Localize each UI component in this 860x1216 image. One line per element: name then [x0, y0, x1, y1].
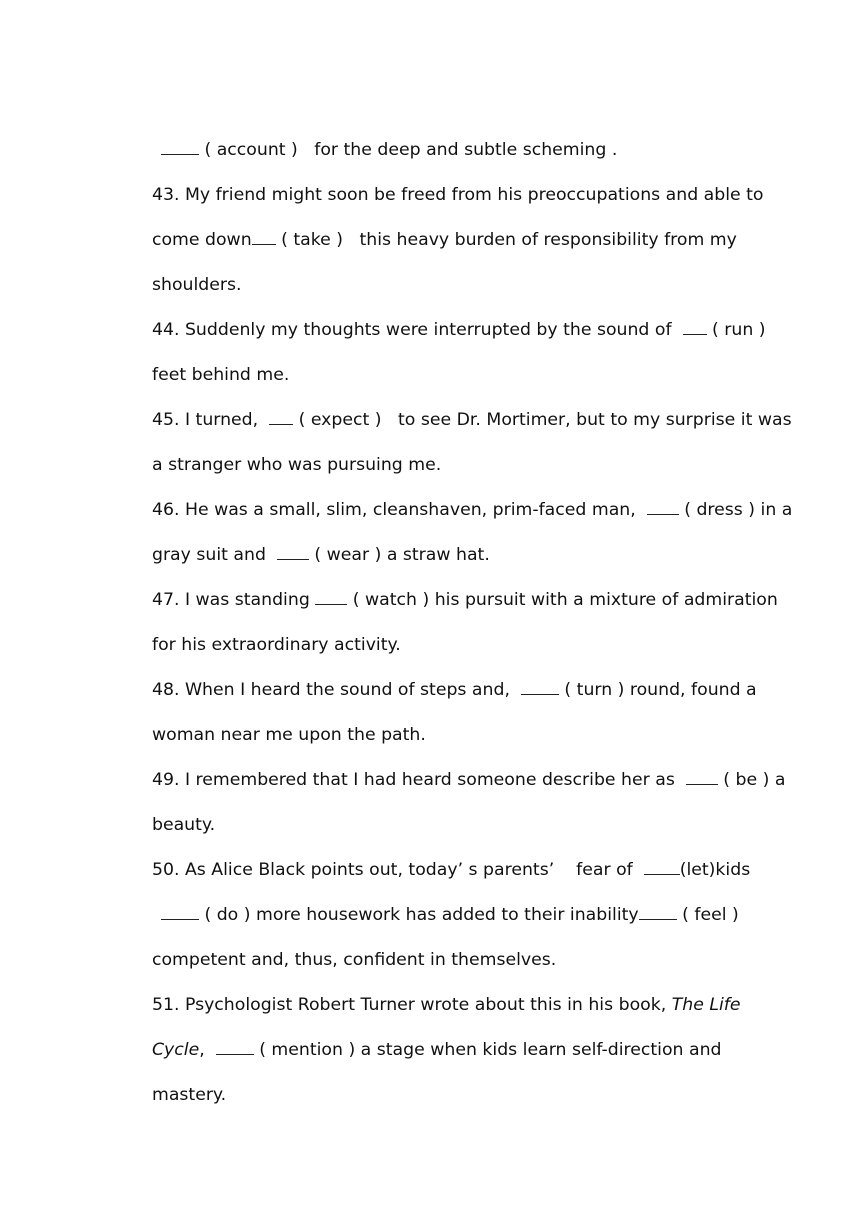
answer-blank[interactable] [161, 903, 199, 920]
line-text: for his extraordinary activity. [151, 635, 401, 655]
line-text: 50. As Alice Black points out, today’ s parents’ fear of [151, 860, 644, 880]
line-text: gray suit and [151, 545, 277, 565]
line-text: ( be ) a [717, 770, 786, 790]
line-text: woman near me upon the path. [151, 725, 426, 745]
book-title: The Life [671, 995, 741, 1015]
line-text: ( mention ) a stage when kids learn self-direction and [253, 1040, 722, 1060]
line-text: 51. Psychologist Robert Turner wrote about this in his book, [151, 995, 672, 1015]
line-text: 47. I was standing [151, 590, 316, 610]
line-text: ( wear ) a straw hat. [308, 545, 490, 565]
answer-blank[interactable] [647, 498, 679, 515]
line-text: ( run ) [706, 320, 766, 340]
line-text: ( watch ) his pursuit with a mixture of admiration [347, 590, 778, 610]
line-text: 44. Suddenly my thoughts were interrupted by the sound of [151, 320, 683, 340]
answer-blank[interactable] [521, 678, 559, 695]
line-text: ( expect ) to see Dr. Mortimer, but to my surprise it was [293, 410, 792, 430]
answer-blank[interactable] [315, 588, 347, 605]
line-text: a stranger who was pursuing me. [151, 455, 442, 475]
line-text: competent and, thus, confident in themselves. [151, 950, 557, 970]
line-text: 45. I turned, [151, 410, 270, 430]
line-text: shoulders. [151, 275, 242, 295]
line-text: beauty. [151, 815, 216, 835]
line-text: mastery. [151, 1085, 227, 1105]
answer-blank[interactable] [686, 768, 718, 785]
line-text: ( do ) more housework has added to their inability [198, 905, 639, 925]
line-text: ( turn ) round, found a [558, 680, 757, 700]
answer-blank[interactable] [277, 543, 309, 560]
line-text: , [199, 1040, 216, 1060]
answer-blank[interactable] [216, 1038, 254, 1055]
line-text: come down [151, 230, 252, 250]
answer-blank[interactable] [683, 318, 707, 335]
line-text: ( take ) this heavy burden of responsibility from my [275, 230, 737, 250]
line-text: ( dress ) in a [678, 500, 793, 520]
line-text: 46. He was a small, slim, cleanshaven, prim-faced man, [151, 500, 647, 520]
answer-blank[interactable] [644, 858, 680, 875]
line-text: ( feel ) [676, 905, 739, 925]
question-51-line-3 [130, 1059, 732, 1131]
answer-blank[interactable] [269, 408, 293, 425]
line-text: (let)kids [679, 860, 751, 880]
line-text: 43. My friend might soon be freed from his preoccupations and able to [151, 185, 764, 205]
line-text: feet behind me. [151, 365, 290, 385]
answer-blank[interactable] [252, 228, 276, 245]
answer-blank[interactable] [639, 903, 677, 920]
line-text: 49. I remembered that I had heard someone describe her as [151, 770, 686, 790]
answer-blank[interactable] [161, 138, 199, 155]
book-title: Cycle [151, 1040, 200, 1060]
line-text: 48. When I heard the sound of steps and, [151, 680, 521, 700]
line-text: ( account ) for the deep and subtle scheming . [198, 140, 618, 160]
